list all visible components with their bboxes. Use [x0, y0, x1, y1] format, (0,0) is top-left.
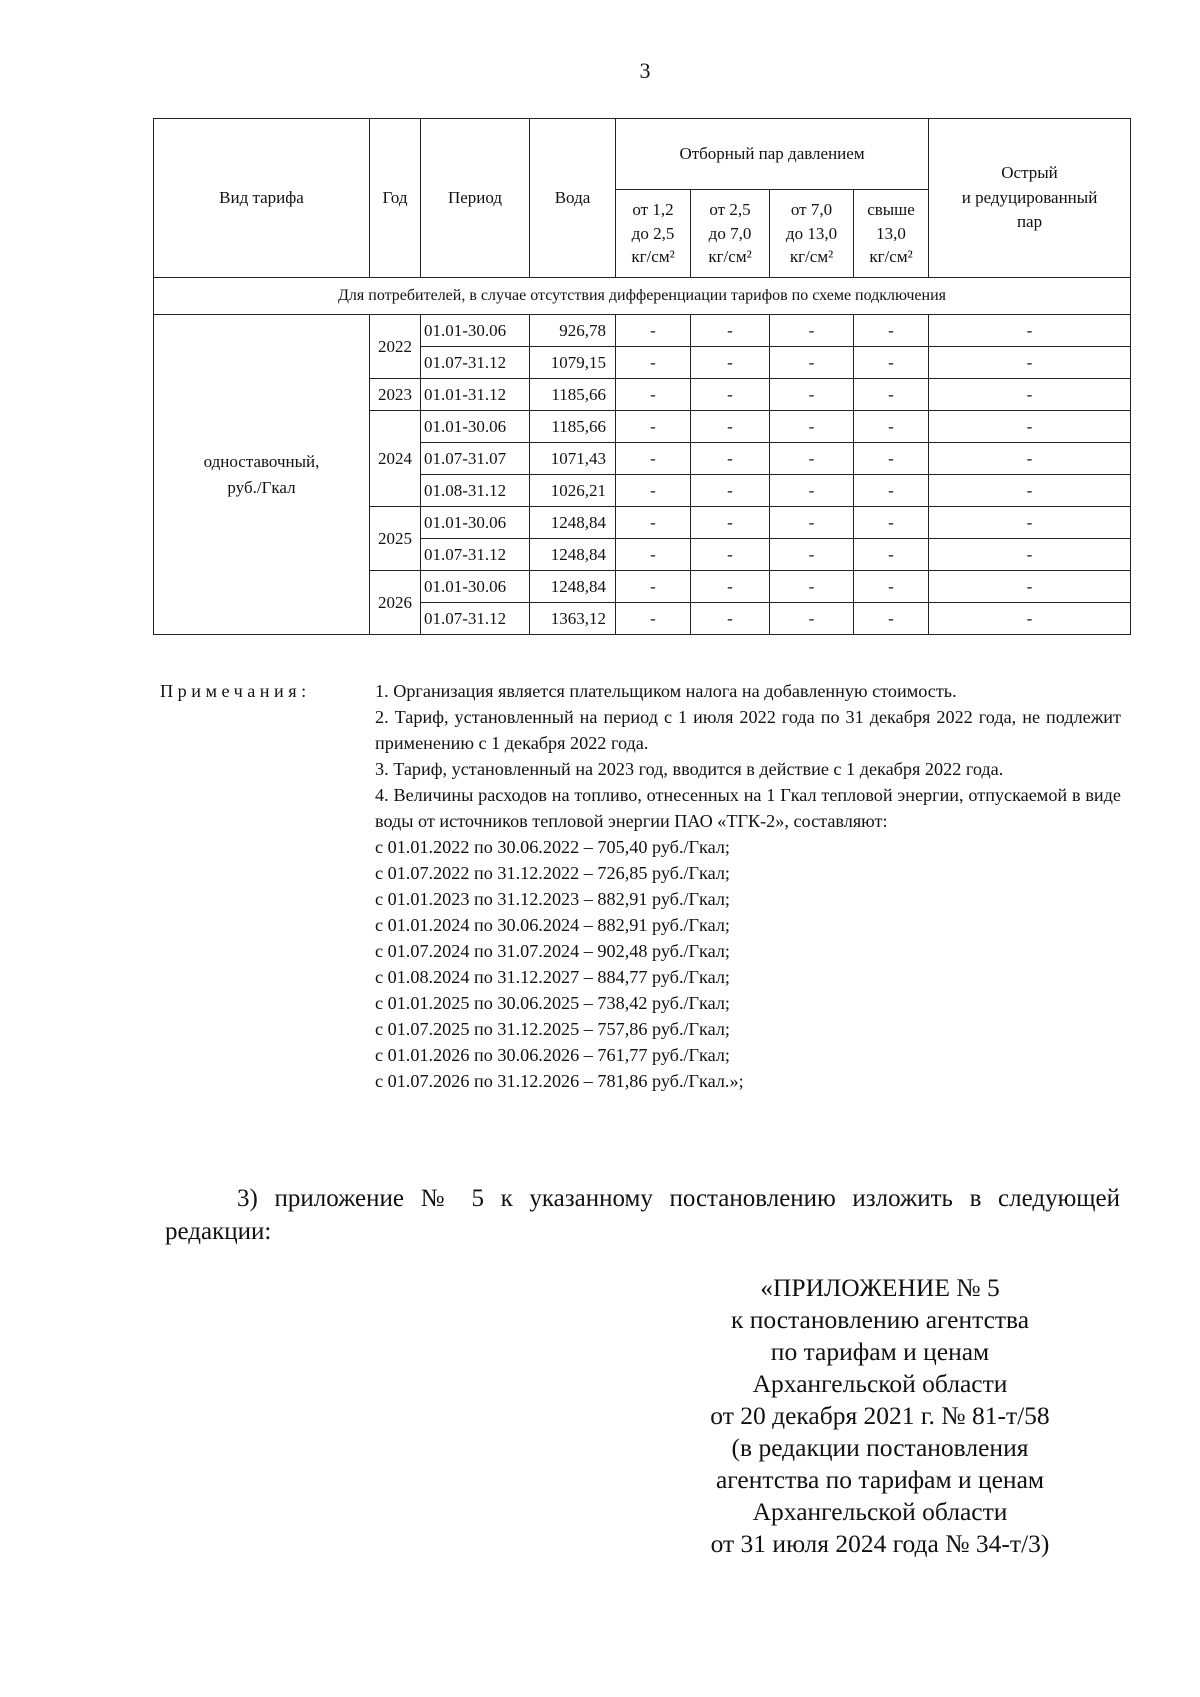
appendix-line: агентства по тарифам и ценам: [715, 1465, 1045, 1494]
table-row: [154, 315, 1131, 347]
steam-cell: -: [929, 539, 1131, 571]
period-cell: 01.01-31.12: [421, 379, 530, 411]
year-cell: 2025: [370, 507, 421, 571]
fuel-cost-line: с 01.07.2025 по 31.12.2025 – 757,86 руб./Гкал;: [375, 1019, 730, 1039]
steam-cell: -: [691, 571, 770, 603]
steam-cell: -: [854, 571, 929, 603]
header-sharp-steam: Острый и редуцированный пар: [929, 119, 1131, 278]
header-pressure-2: от 2,5 до 7,0 кг/см²: [691, 190, 770, 278]
period-cell: 01.07-31.12: [421, 539, 530, 571]
period-cell: 01.08-31.12: [421, 475, 530, 507]
steam-cell: -: [616, 475, 691, 507]
period-cell: 01.07-31.12: [421, 603, 530, 635]
fuel-cost-line: с 01.07.2024 по 31.07.2024 – 902,48 руб./Гкал;: [375, 941, 730, 961]
page-number: 3: [639, 58, 651, 83]
steam-cell: -: [616, 347, 691, 379]
steam-cell: -: [854, 507, 929, 539]
steam-cell: -: [616, 603, 691, 635]
appendix-line: Архангельской области: [752, 1369, 1008, 1398]
water-cell: 1248,84: [530, 539, 616, 571]
water-cell: 1248,84: [530, 507, 616, 539]
steam-cell: -: [854, 475, 929, 507]
water-cell: 1185,66: [530, 411, 616, 443]
water-cell: 1363,12: [530, 603, 616, 635]
year-cell: 2026: [370, 571, 421, 635]
header-period: Период: [421, 119, 530, 278]
steam-cell: -: [691, 443, 770, 475]
steam-cell: -: [691, 507, 770, 539]
steam-cell: -: [691, 315, 770, 347]
appendix-line: от 31 июля 2024 года № 34-т/3): [710, 1529, 1050, 1558]
steam-cell: -: [770, 539, 854, 571]
steam-cell: -: [616, 539, 691, 571]
tariff-kind-cell: одноставочный, руб./Гкал: [154, 315, 370, 635]
steam-cell: -: [691, 379, 770, 411]
water-cell: 926,78: [530, 315, 616, 347]
steam-cell: -: [691, 603, 770, 635]
appendix-line: «ПРИЛОЖЕНИЕ № 5: [760, 1273, 1000, 1302]
period-cell: 01.07-31.12: [421, 347, 530, 379]
steam-cell: -: [770, 603, 854, 635]
water-cell: 1071,43: [530, 443, 616, 475]
steam-cell: -: [770, 411, 854, 443]
year-cell: 2023: [370, 379, 421, 411]
steam-cell: -: [770, 475, 854, 507]
steam-cell: -: [929, 507, 1131, 539]
notes-label: Примечания:: [160, 681, 311, 701]
steam-cell: -: [929, 443, 1131, 475]
steam-cell: -: [691, 475, 770, 507]
steam-cell: -: [616, 443, 691, 475]
steam-cell: -: [616, 411, 691, 443]
header-pressure-3: от 7,0 до 13,0 кг/см²: [770, 190, 854, 278]
note-item: 1. Организация является плательщиком налога на добавленную стоимость.: [375, 681, 957, 701]
steam-cell: -: [854, 539, 929, 571]
steam-cell: -: [854, 315, 929, 347]
notes-body: [375, 678, 1121, 1094]
steam-cell: -: [929, 379, 1131, 411]
steam-cell: -: [854, 443, 929, 475]
steam-cell: -: [929, 411, 1131, 443]
fuel-cost-line: с 01.07.2026 по 31.12.2026 – 781,86 руб./Гкал.»;: [375, 1071, 744, 1091]
appendix-line: от 20 декабря 2021 г. № 81-т/58: [710, 1401, 1050, 1430]
fuel-cost-line: с 01.01.2025 по 30.06.2025 – 738,42 руб./Гкал;: [375, 993, 730, 1013]
tariff-table: [153, 118, 1131, 635]
note-item: 4. Величины расходов на топливо, отнесенных на 1 Гкал тепловой энергии, отпускаемой в виде воды от источников тепловой энергии ПАО «ТГК-2», составляют:: [375, 785, 1121, 831]
water-cell: 1248,84: [530, 571, 616, 603]
fuel-cost-line: с 01.07.2022 по 31.12.2022 – 726,85 руб./Гкал;: [375, 863, 730, 883]
appendix-line: (в редакции постановления: [731, 1433, 1029, 1462]
steam-cell: -: [691, 347, 770, 379]
steam-cell: -: [770, 347, 854, 379]
fuel-cost-line: с 01.01.2024 по 30.06.2024 – 882,91 руб./Гкал;: [375, 915, 730, 935]
header-year: Год: [370, 119, 421, 278]
appendix-line: Архангельской области: [752, 1497, 1008, 1526]
appendix-header: [640, 1272, 1120, 1560]
appendix-line: по тарифам и ценам: [770, 1337, 990, 1366]
amendment-paragraph: 3) приложение № 5 к указанному постановлению изложить в следующей редакции:: [165, 1185, 1120, 1245]
note-item: 2. Тариф, установленный на период с 1 июля 2022 года по 31 декабря 2022 года, не подлежит применению с 1 декабря 2022 года.: [375, 707, 1121, 753]
steam-cell: -: [929, 571, 1131, 603]
year-cell: 2022: [370, 315, 421, 379]
steam-cell: -: [854, 411, 929, 443]
water-cell: 1079,15: [530, 347, 616, 379]
fuel-cost-line: с 01.08.2024 по 31.12.2027 – 884,77 руб./Гкал;: [375, 967, 730, 987]
note-item: 3. Тариф, установленный на 2023 год, вводится в действие с 1 декабря 2022 года.: [375, 759, 1004, 779]
steam-cell: -: [770, 507, 854, 539]
header-tariff-kind: Вид тарифа: [154, 119, 370, 278]
steam-cell: -: [691, 539, 770, 571]
steam-cell: -: [854, 379, 929, 411]
steam-cell: -: [770, 571, 854, 603]
header-selected-steam: Отборный пар давлением: [616, 119, 929, 190]
fuel-cost-line: с 01.01.2023 по 31.12.2023 – 882,91 руб./Гкал;: [375, 889, 730, 909]
steam-cell: -: [616, 571, 691, 603]
steam-cell: -: [854, 603, 929, 635]
steam-cell: -: [691, 411, 770, 443]
steam-cell: -: [616, 315, 691, 347]
steam-cell: -: [616, 379, 691, 411]
steam-cell: -: [929, 315, 1131, 347]
steam-cell: -: [616, 507, 691, 539]
period-cell: 01.01-30.06: [421, 507, 530, 539]
header-water: Вода: [530, 119, 616, 278]
steam-cell: -: [929, 347, 1131, 379]
fuel-cost-line: с 01.01.2026 по 30.06.2026 – 761,77 руб./Гкал;: [375, 1045, 730, 1065]
section-title: Для потребителей, в случае отсутствия дифференциации тарифов по схеме подключения: [154, 278, 1131, 315]
appendix-line: к постановлению агентства: [730, 1305, 1030, 1334]
water-cell: 1026,21: [530, 475, 616, 507]
water-cell: 1185,66: [530, 379, 616, 411]
steam-cell: -: [770, 443, 854, 475]
steam-cell: -: [929, 603, 1131, 635]
steam-cell: -: [770, 315, 854, 347]
period-cell: 01.01-30.06: [421, 315, 530, 347]
fuel-cost-line: с 01.01.2022 по 30.06.2022 – 705,40 руб./Гкал;: [375, 837, 730, 857]
period-cell: 01.07-31.07: [421, 443, 530, 475]
steam-cell: -: [770, 379, 854, 411]
header-pressure-4: свыше 13,0 кг/см²: [854, 190, 929, 278]
header-pressure-1: от 1,2 до 2,5 кг/см²: [616, 190, 691, 278]
period-cell: 01.01-30.06: [421, 571, 530, 603]
year-cell: 2024: [370, 411, 421, 507]
period-cell: 01.01-30.06: [421, 411, 530, 443]
steam-cell: -: [854, 347, 929, 379]
steam-cell: -: [929, 475, 1131, 507]
